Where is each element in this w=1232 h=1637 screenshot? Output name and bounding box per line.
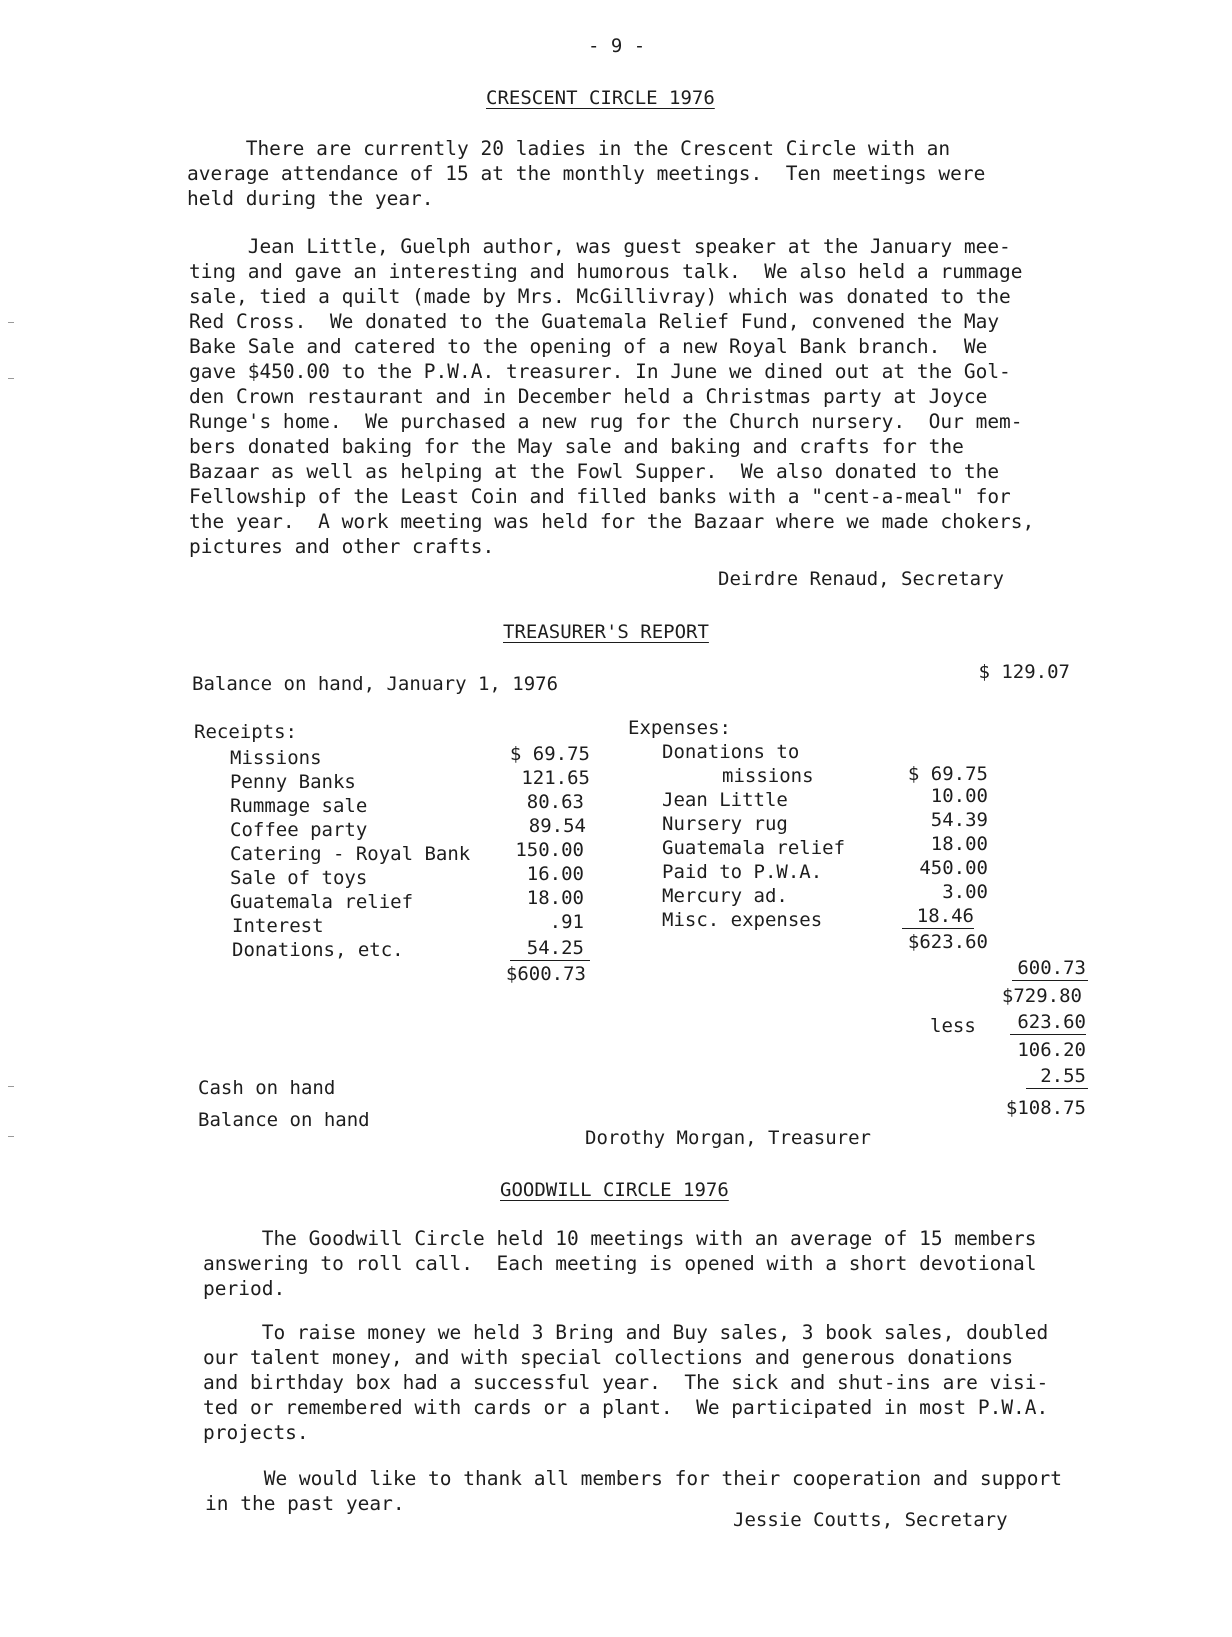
text-line: period. bbox=[203, 1277, 286, 1300]
summary-difference: 106.20 bbox=[1017, 1039, 1086, 1061]
text-line: sale, tied a quilt (made by Mrs. McGillivray) which was donated to the bbox=[189, 285, 1011, 308]
receipts-total: $600.73 bbox=[505, 963, 586, 985]
expenses-label: Expenses: bbox=[628, 717, 731, 739]
text-line: answering to roll call. Each meeting is opened with a short devotional bbox=[203, 1252, 1037, 1275]
text-line: The Goodwill Circle held 10 meetings with an average of 15 members bbox=[203, 1227, 1037, 1250]
text-line: and birthday box had a successful year. The sick and shut-ins are visi- bbox=[203, 1371, 1049, 1394]
text-line: ting and gave an interesting and humorous talk. We also held a rummage bbox=[189, 260, 1023, 283]
page-number: - 9 - bbox=[588, 35, 646, 57]
text-line: pictures and other crafts. bbox=[189, 535, 495, 558]
receipt-label: Penny Banks bbox=[230, 771, 356, 793]
expense-label: Nursery rug bbox=[662, 813, 788, 835]
text-line: Fellowship of the Least Coin and filled banks with a "cent-a-meal" for bbox=[189, 485, 1011, 508]
expense-label: missions bbox=[722, 765, 814, 787]
expense-value: 18.00 bbox=[930, 833, 988, 855]
summary-rule-1 bbox=[1012, 980, 1088, 981]
receipt-label: Interest bbox=[232, 915, 324, 937]
final-balance-value: $108.75 bbox=[1005, 1097, 1086, 1119]
treasurer-title: TREASURER'S REPORT bbox=[503, 621, 709, 643]
summary-less-label: less bbox=[930, 1015, 976, 1037]
receipt-label: Missions bbox=[230, 747, 322, 769]
cash-on-hand-label: Cash on hand bbox=[198, 1077, 336, 1099]
expense-value: 18.46 bbox=[916, 905, 974, 927]
summary-rule-2 bbox=[1010, 1034, 1086, 1035]
receipt-label: Donations, etc. bbox=[232, 939, 404, 961]
goodwill-paragraph-1 bbox=[203, 1226, 1037, 1301]
text-line: There are currently 20 ladies in the Crescent Circle with an bbox=[187, 137, 951, 160]
receipt-label: Sale of toys bbox=[230, 867, 368, 889]
expense-value: 3.00 bbox=[942, 881, 988, 903]
text-line: Jean Little, Guelph author, was guest speaker at the January mee- bbox=[189, 235, 1011, 258]
text-line: Bazaar as well as helping at the Fowl Supper. We also donated to the bbox=[189, 460, 1000, 483]
goodwill-signature: Jessie Coutts, Secretary bbox=[733, 1509, 1008, 1531]
summary-subtotal: $729.80 bbox=[1001, 985, 1082, 1007]
expense-value: 54.39 bbox=[930, 809, 988, 831]
expense-value: $ 69.75 bbox=[907, 763, 988, 785]
crescent-paragraph-1 bbox=[187, 136, 985, 211]
text-line: ted or remembered with cards or a plant. We participated in most P.W.A. bbox=[203, 1396, 1049, 1419]
expense-label: Guatemala relief bbox=[662, 837, 846, 859]
text-line: projects. bbox=[203, 1421, 309, 1444]
text-line: bers donated baking for the May sale and baking and crafts for the bbox=[189, 435, 964, 458]
receipt-label: Rummage sale bbox=[230, 795, 368, 817]
expenses-total: $623.60 bbox=[907, 931, 988, 953]
expense-value: 450.00 bbox=[919, 857, 988, 879]
text-line: Bake Sale and catered to the opening of a new Royal Bank branch. We bbox=[189, 335, 988, 358]
binder-mark bbox=[8, 322, 14, 323]
expense-label: Paid to P.W.A. bbox=[662, 861, 823, 883]
cash-on-hand-value: 2.55 bbox=[1040, 1065, 1086, 1087]
expense-label: Donations to bbox=[662, 741, 800, 763]
text-line: held during the year. bbox=[187, 187, 434, 210]
receipt-value: 16.00 bbox=[526, 863, 584, 885]
expense-label: Jean Little bbox=[662, 789, 788, 811]
text-line: gave $450.00 to the P.W.A. treasurer. In June we dined out at the Gol- bbox=[189, 360, 1011, 383]
summary-less-value: 623.60 bbox=[1017, 1011, 1086, 1033]
final-balance-label: Balance on hand bbox=[198, 1109, 370, 1131]
goodwill-title: GOODWILL CIRCLE 1976 bbox=[500, 1179, 729, 1201]
text-line: Runge's home. We purchased a new rug for the Church nursery. Our mem- bbox=[189, 410, 1023, 433]
text-line: To raise money we held 3 Bring and Buy sales, 3 book sales, doubled bbox=[203, 1321, 1049, 1344]
receipt-value: 54.25 bbox=[526, 937, 584, 959]
receipt-label: Catering - Royal Bank bbox=[230, 843, 471, 865]
text-line: our talent money, and with special collections and generous donations bbox=[203, 1346, 1014, 1369]
receipt-value: 18.00 bbox=[526, 887, 584, 909]
receipts-total-rule bbox=[510, 960, 590, 961]
summary-rule-3 bbox=[1026, 1088, 1088, 1089]
crescent-signature: Deirdre Renaud, Secretary bbox=[718, 568, 1004, 590]
goodwill-paragraph-2 bbox=[203, 1320, 1048, 1445]
balance-label: Balance on hand, January 1, 1976 bbox=[192, 673, 559, 695]
receipt-value: .91 bbox=[549, 911, 584, 933]
crescent-title: CRESCENT CIRCLE 1976 bbox=[486, 87, 715, 109]
receipt-value: 121.65 bbox=[521, 767, 590, 789]
crescent-paragraph-2 bbox=[189, 234, 1034, 559]
receipt-label: Guatemala relief bbox=[230, 891, 414, 913]
receipt-value: 89.54 bbox=[528, 815, 586, 837]
receipt-value: 80.63 bbox=[526, 791, 584, 813]
expense-label: Misc. expenses bbox=[662, 909, 823, 931]
binder-mark bbox=[8, 378, 14, 379]
expense-value: 10.00 bbox=[930, 785, 988, 807]
receipts-label: Receipts: bbox=[194, 721, 297, 743]
binder-mark bbox=[8, 1086, 14, 1087]
receipt-label: Coffee party bbox=[230, 819, 368, 841]
receipt-value: 150.00 bbox=[515, 839, 584, 861]
text-line: We would like to thank all members for their cooperation and support bbox=[205, 1467, 1063, 1490]
receipt-value: $ 69.75 bbox=[509, 743, 590, 765]
summary-receipts: 600.73 bbox=[1017, 957, 1086, 979]
text-line: Red Cross. We donated to the Guatemala Relief Fund, convened the May bbox=[189, 310, 1000, 333]
expenses-total-rule bbox=[902, 928, 974, 929]
text-line: the year. A work meeting was held for the Bazaar where we made chokers, bbox=[189, 510, 1035, 533]
treasurer-signature: Dorothy Morgan, Treasurer bbox=[585, 1127, 871, 1149]
bleed-through-text bbox=[1040, 140, 1051, 164]
text-line: den Crown restaurant and in December held a Christmas party at Joyce bbox=[189, 385, 988, 408]
text-line: in the past year. bbox=[205, 1492, 405, 1515]
balance-value: $ 129.07 bbox=[978, 661, 1070, 683]
expense-label: Mercury ad. bbox=[662, 885, 788, 907]
text-line: average attendance of 15 at the monthly meetings. Ten meetings were bbox=[187, 162, 986, 185]
binder-mark bbox=[8, 1136, 14, 1137]
